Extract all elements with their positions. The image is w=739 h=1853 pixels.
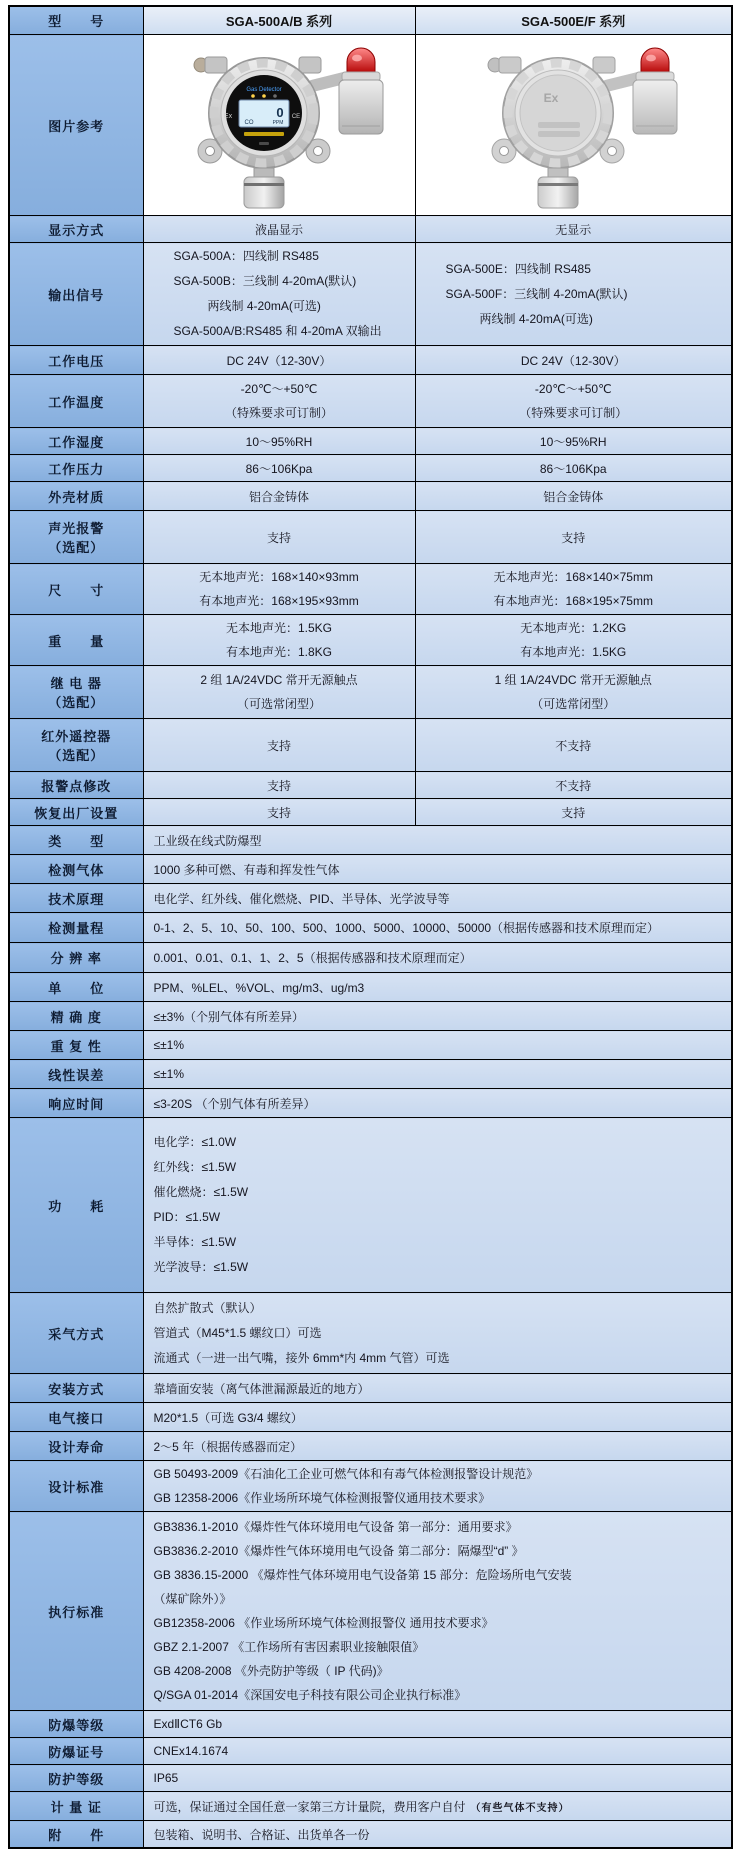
accuracy-value: ≤±3%（个别气体有所差异） <box>143 1002 732 1031</box>
output-line: SGA-500E：四线制 RS485 <box>445 261 591 276</box>
port-value: M20*1.5（可选 G3/4 螺纹） <box>143 1403 732 1432</box>
row-resolution <box>9 943 732 973</box>
output-line: SGA-500F：三线制 4-20mA(默认) <box>445 286 628 301</box>
size-a <box>143 564 415 615</box>
row-label: 报警点修改 <box>9 772 143 799</box>
row-label: 响应时间 <box>9 1089 143 1118</box>
output-line: SGA-500B：三线制 4-20mA(默认) <box>173 274 357 288</box>
row-label: 输出信号 <box>9 243 143 346</box>
power-value <box>143 1118 732 1293</box>
row-label: 设计标准 <box>9 1461 143 1512</box>
row-install-method <box>9 1374 732 1403</box>
standard-line: GB 50493-2009《石油化工企业可燃气体和有毒气体检测报警设计规范》 <box>153 1467 539 1481</box>
pressure-b: 86～106Kpa <box>415 455 732 482</box>
sound-alarm-a: 支持 <box>143 511 415 564</box>
label-line: 红外遥控器 <box>41 729 112 744</box>
row-alarm-point-modify <box>9 772 732 799</box>
alarm-modify-b: 不支持 <box>415 772 732 799</box>
row-label-photo: 图片参考 <box>9 35 143 216</box>
temperature-a <box>143 375 415 428</box>
design-standard-value <box>143 1461 732 1512</box>
relay-line: （可选常闭型） <box>236 697 321 711</box>
voltage-a: DC 24V（12-30V） <box>143 346 415 375</box>
humidity-b: 10～95%RH <box>415 428 732 455</box>
weight-line: 有本地声光：1.8KG <box>225 645 333 659</box>
size-b <box>415 564 732 615</box>
power-line: 半导体：≤1.5W <box>153 1235 237 1249</box>
ex-mark-text: Ex <box>543 90 559 105</box>
row-ip-grade <box>9 1765 732 1792</box>
row-label: 附 件 <box>9 1821 143 1849</box>
alarm-modify-a: 支持 <box>143 772 415 799</box>
relay-b <box>415 666 732 719</box>
header-model-label: 型 号 <box>9 6 143 35</box>
power-line: PID：≤1.5W <box>153 1210 221 1224</box>
principle-value: 电化学、红外线、催化燃烧、PID、半导体、光学波导等 <box>143 884 732 913</box>
weight-line: 有本地声光：1.5KG <box>520 645 627 659</box>
photo-cell-a <box>143 35 415 216</box>
factory-reset-b: 支持 <box>415 799 732 826</box>
standard-line: GB12358-2006 《作业场所环境气体检测报警仪 通用技术要求》 <box>153 1616 494 1630</box>
exec-standard-value <box>143 1512 732 1711</box>
row-metrology-cert <box>9 1792 732 1821</box>
display-mode-b: 无显示 <box>415 216 732 243</box>
lifespan-value: 2～5 年（根据传感器而定） <box>143 1432 732 1461</box>
linearity-value: ≤±1% <box>143 1060 732 1089</box>
row-label: 尺 寸 <box>9 564 143 615</box>
ex-mark-text: Ex <box>223 112 233 120</box>
row-label: 功 耗 <box>9 1118 143 1293</box>
sampling-line: 自然扩散式（默认） <box>153 1300 262 1315</box>
row-ir-remote <box>9 719 732 772</box>
row-label: 恢复出厂设置 <box>9 799 143 826</box>
power-line: 红外线：≤1.5W <box>153 1160 237 1174</box>
row-pressure <box>9 455 732 482</box>
standard-line: Q/SGA 01-2014《深国安电子科技有限公司企业执行标准》 <box>153 1688 467 1702</box>
unit-value: PPM、%LEL、%VOL、mg/m3、ug/m3 <box>143 973 732 1002</box>
temp-line: -20℃～+50℃ <box>534 382 612 396</box>
row-type <box>9 826 732 855</box>
row-humidity <box>9 428 732 455</box>
shell-b: 铝合金铸体 <box>415 482 732 511</box>
label-line: 继 电 器 <box>50 676 102 691</box>
repeatability-value: ≤±1% <box>143 1031 732 1060</box>
shell-a: 铝合金铸体 <box>143 482 415 511</box>
output-line: SGA-500A/B:RS485 和 4-20mA 双输出 <box>173 324 382 338</box>
size-line: 无本地声光：168×140×75mm <box>493 570 653 584</box>
row-power-consumption <box>9 1118 732 1293</box>
standard-line: （煤矿除外）》 <box>153 1592 232 1606</box>
row-label: 重 复 性 <box>9 1031 143 1060</box>
row-output-signal <box>9 243 732 346</box>
display-mode-a: 液晶显示 <box>143 216 415 243</box>
row-label: 工作压力 <box>9 455 143 482</box>
lcd-unit-text: PPM <box>272 119 284 126</box>
sound-alarm-b: 支持 <box>415 511 732 564</box>
power-line: 催化燃烧：≤1.5W <box>153 1185 249 1199</box>
temp-line: （特殊要求可订制） <box>224 406 333 420</box>
row-display-mode <box>9 216 732 243</box>
row-voltage <box>9 346 732 375</box>
metrology-value <box>143 1792 732 1821</box>
range-value: 0-1、2、5、10、50、100、500、1000、5000、10000、50000（根据传感器和技术原理而定） <box>143 913 732 943</box>
row-detected-gases <box>9 855 732 884</box>
header-series-a: SGA-500A/B 系列 <box>143 6 415 35</box>
size-line: 无本地声光：168×140×93mm <box>199 570 359 584</box>
label-line: （选配） <box>48 748 105 763</box>
size-line: 有本地声光：168×195×93mm <box>199 594 359 608</box>
row-range <box>9 913 732 943</box>
row-label: 工作湿度 <box>9 428 143 455</box>
row-label: 线性误差 <box>9 1060 143 1089</box>
row-label: 工作电压 <box>9 346 143 375</box>
photo-cell-b <box>415 35 732 216</box>
temp-line: （特殊要求可订制） <box>519 406 628 420</box>
detector-body <box>209 58 319 168</box>
gas-detector-photo-b <box>453 38 693 210</box>
row-label: 精 确 度 <box>9 1002 143 1031</box>
pressure-a: 86～106Kpa <box>143 455 415 482</box>
lcd-gas-text: CO <box>244 119 254 126</box>
temperature-b <box>415 375 732 428</box>
sensor-head-icon <box>244 168 284 208</box>
row-size <box>9 564 732 615</box>
device-brand-text: Gas Detector <box>246 86 282 93</box>
relay-line: （可选常闭型） <box>531 697 616 711</box>
label-line: 声光报警 <box>48 521 105 536</box>
row-label: 单 位 <box>9 973 143 1002</box>
output-signal-a <box>143 243 415 346</box>
sampling-value <box>143 1293 732 1374</box>
row-label: 防护等级 <box>9 1765 143 1792</box>
row-factory-reset <box>9 799 732 826</box>
blank-faceplate <box>520 75 596 151</box>
power-line: 光学波导：≤1.5W <box>153 1260 249 1274</box>
output-line: SGA-500A：四线制 RS485 <box>173 249 319 263</box>
standard-line: GB 3836.15-2000 《爆炸性气体环境用电气设备第 15 部分：危险场所电气安装 <box>153 1568 572 1582</box>
voltage-b: DC 24V（12-30V） <box>415 346 732 375</box>
ir-remote-a: 支持 <box>143 719 415 772</box>
row-label <box>9 666 143 719</box>
row-sampling-method <box>9 1293 732 1374</box>
standard-line: GB 12358-2006《作业场所环境气体检测报警仪通用技术要求》 <box>153 1491 491 1505</box>
weight-b <box>415 615 732 666</box>
row-label: 分 辨 率 <box>9 943 143 973</box>
install-value: 靠墙面安装（离气体泄漏源最近的地方） <box>143 1374 732 1403</box>
row-electrical-port <box>9 1403 732 1432</box>
lcd-value-text: 0 <box>276 104 284 120</box>
row-label: 显示方式 <box>9 216 143 243</box>
row-label: 防爆等级 <box>9 1711 143 1738</box>
detector-body <box>503 58 613 168</box>
row-label: 执行标准 <box>9 1512 143 1711</box>
row-response-time <box>9 1089 732 1118</box>
row-design-standard <box>9 1461 732 1512</box>
output-signal-b <box>415 243 732 346</box>
row-accessories <box>9 1821 732 1849</box>
label-line: （选配） <box>48 695 105 710</box>
row-linearity <box>9 1060 732 1089</box>
power-line: 电化学：≤1.0W <box>153 1135 237 1149</box>
weight-a <box>143 615 415 666</box>
row-label: 电气接口 <box>9 1403 143 1432</box>
row-label: 防爆证号 <box>9 1738 143 1765</box>
ce-mark-text: CE <box>291 113 301 120</box>
sensor-head-icon <box>538 168 578 208</box>
row-explosion-proof-grade <box>9 1711 732 1738</box>
standard-line: GBZ 2.1-2007 《工作场所有害因素职业接触限值》 <box>153 1640 425 1654</box>
row-label: 采气方式 <box>9 1293 143 1374</box>
standard-line: GB3836.1-2010《爆炸性气体环境用电气设备 第一部分：通用要求》 <box>153 1520 518 1534</box>
row-label: 类 型 <box>9 826 143 855</box>
standard-line: GB3836.2-2010《爆炸性气体环境用电气设备 第二部分：隔爆型“d” 》 <box>153 1544 524 1558</box>
ip-grade-value: IP65 <box>143 1765 732 1792</box>
row-accuracy <box>9 1002 732 1031</box>
gases-value: 1000 多种可燃、有毒和挥发性气体 <box>143 855 732 884</box>
row-design-lifespan <box>9 1432 732 1461</box>
row-explosion-proof-cert <box>9 1738 732 1765</box>
output-line: 两线制 4-20mA(可选) <box>479 311 593 326</box>
humidity-a: 10～95%RH <box>143 428 415 455</box>
ex-cert-value: CNEx14.1674 <box>143 1738 732 1765</box>
row-label: 工作温度 <box>9 375 143 428</box>
row-label: 检测量程 <box>9 913 143 943</box>
row-label: 安装方式 <box>9 1374 143 1403</box>
sampling-line: 流通式（一进一出气嘴，接外 6mm*内 4mm 气管）可选 <box>153 1350 450 1365</box>
row-principle <box>9 884 732 913</box>
gas-detector-photo-a <box>159 38 399 210</box>
row-label: 检测气体 <box>9 855 143 884</box>
factory-reset-a: 支持 <box>143 799 415 826</box>
weight-line: 无本地声光：1.2KG <box>520 621 627 635</box>
row-label <box>9 719 143 772</box>
row-sound-light-alarm <box>9 511 732 564</box>
label-line: （选配） <box>48 540 105 555</box>
spec-table <box>8 5 733 1849</box>
photo-row <box>9 35 732 216</box>
row-exec-standard <box>9 1512 732 1711</box>
row-label: 重 量 <box>9 615 143 666</box>
relay-line: 1 组 1A/24VDC 常开无源触点 <box>494 673 652 687</box>
header-series-b: SGA-500E/F 系列 <box>415 6 732 35</box>
row-label: 计 量 证 <box>9 1792 143 1821</box>
row-label: 设计寿命 <box>9 1432 143 1461</box>
sampling-line: 管道式（M45*1.5 螺纹口）可选 <box>153 1325 322 1340</box>
row-label <box>9 511 143 564</box>
temp-line: -20℃～+50℃ <box>240 382 318 396</box>
size-line: 有本地声光：168×195×75mm <box>493 594 653 608</box>
output-line: 两线制 4-20mA(可选) <box>207 299 321 313</box>
ex-grade-value: ExdⅡCT6 Gb <box>143 1711 732 1738</box>
standard-line: GB 4208-2008 《外壳防护等级（ IP 代码)》 <box>153 1664 389 1678</box>
ir-remote-b: 不支持 <box>415 719 732 772</box>
row-label: 技术原理 <box>9 884 143 913</box>
metrology-text: 可选，保证通过全国任意一家第三方计量院，费用客户自付 <box>153 1799 466 1814</box>
weight-line: 无本地声光：1.5KG <box>225 621 333 635</box>
response-value: ≤3-20S （个别气体有所差异） <box>143 1089 732 1118</box>
relay-a <box>143 666 415 719</box>
row-weight <box>9 615 732 666</box>
type-value: 工业级在线式防爆型 <box>143 826 732 855</box>
metrology-note: （有些气体不支持） <box>470 1802 570 1814</box>
row-repeatability <box>9 1031 732 1060</box>
row-unit <box>9 973 732 1002</box>
row-relay <box>9 666 732 719</box>
row-label: 外壳材质 <box>9 482 143 511</box>
accessories-value: 包装箱、说明书、合格证、出货单各一份 <box>143 1821 732 1849</box>
row-temperature <box>9 375 732 428</box>
resolution-value: 0.001、0.01、0.1、1、2、5（根据传感器和技术原理而定） <box>143 943 732 973</box>
header-row <box>9 6 732 35</box>
row-shell-material <box>9 482 732 511</box>
relay-line: 2 组 1A/24VDC 常开无源触点 <box>200 673 358 687</box>
